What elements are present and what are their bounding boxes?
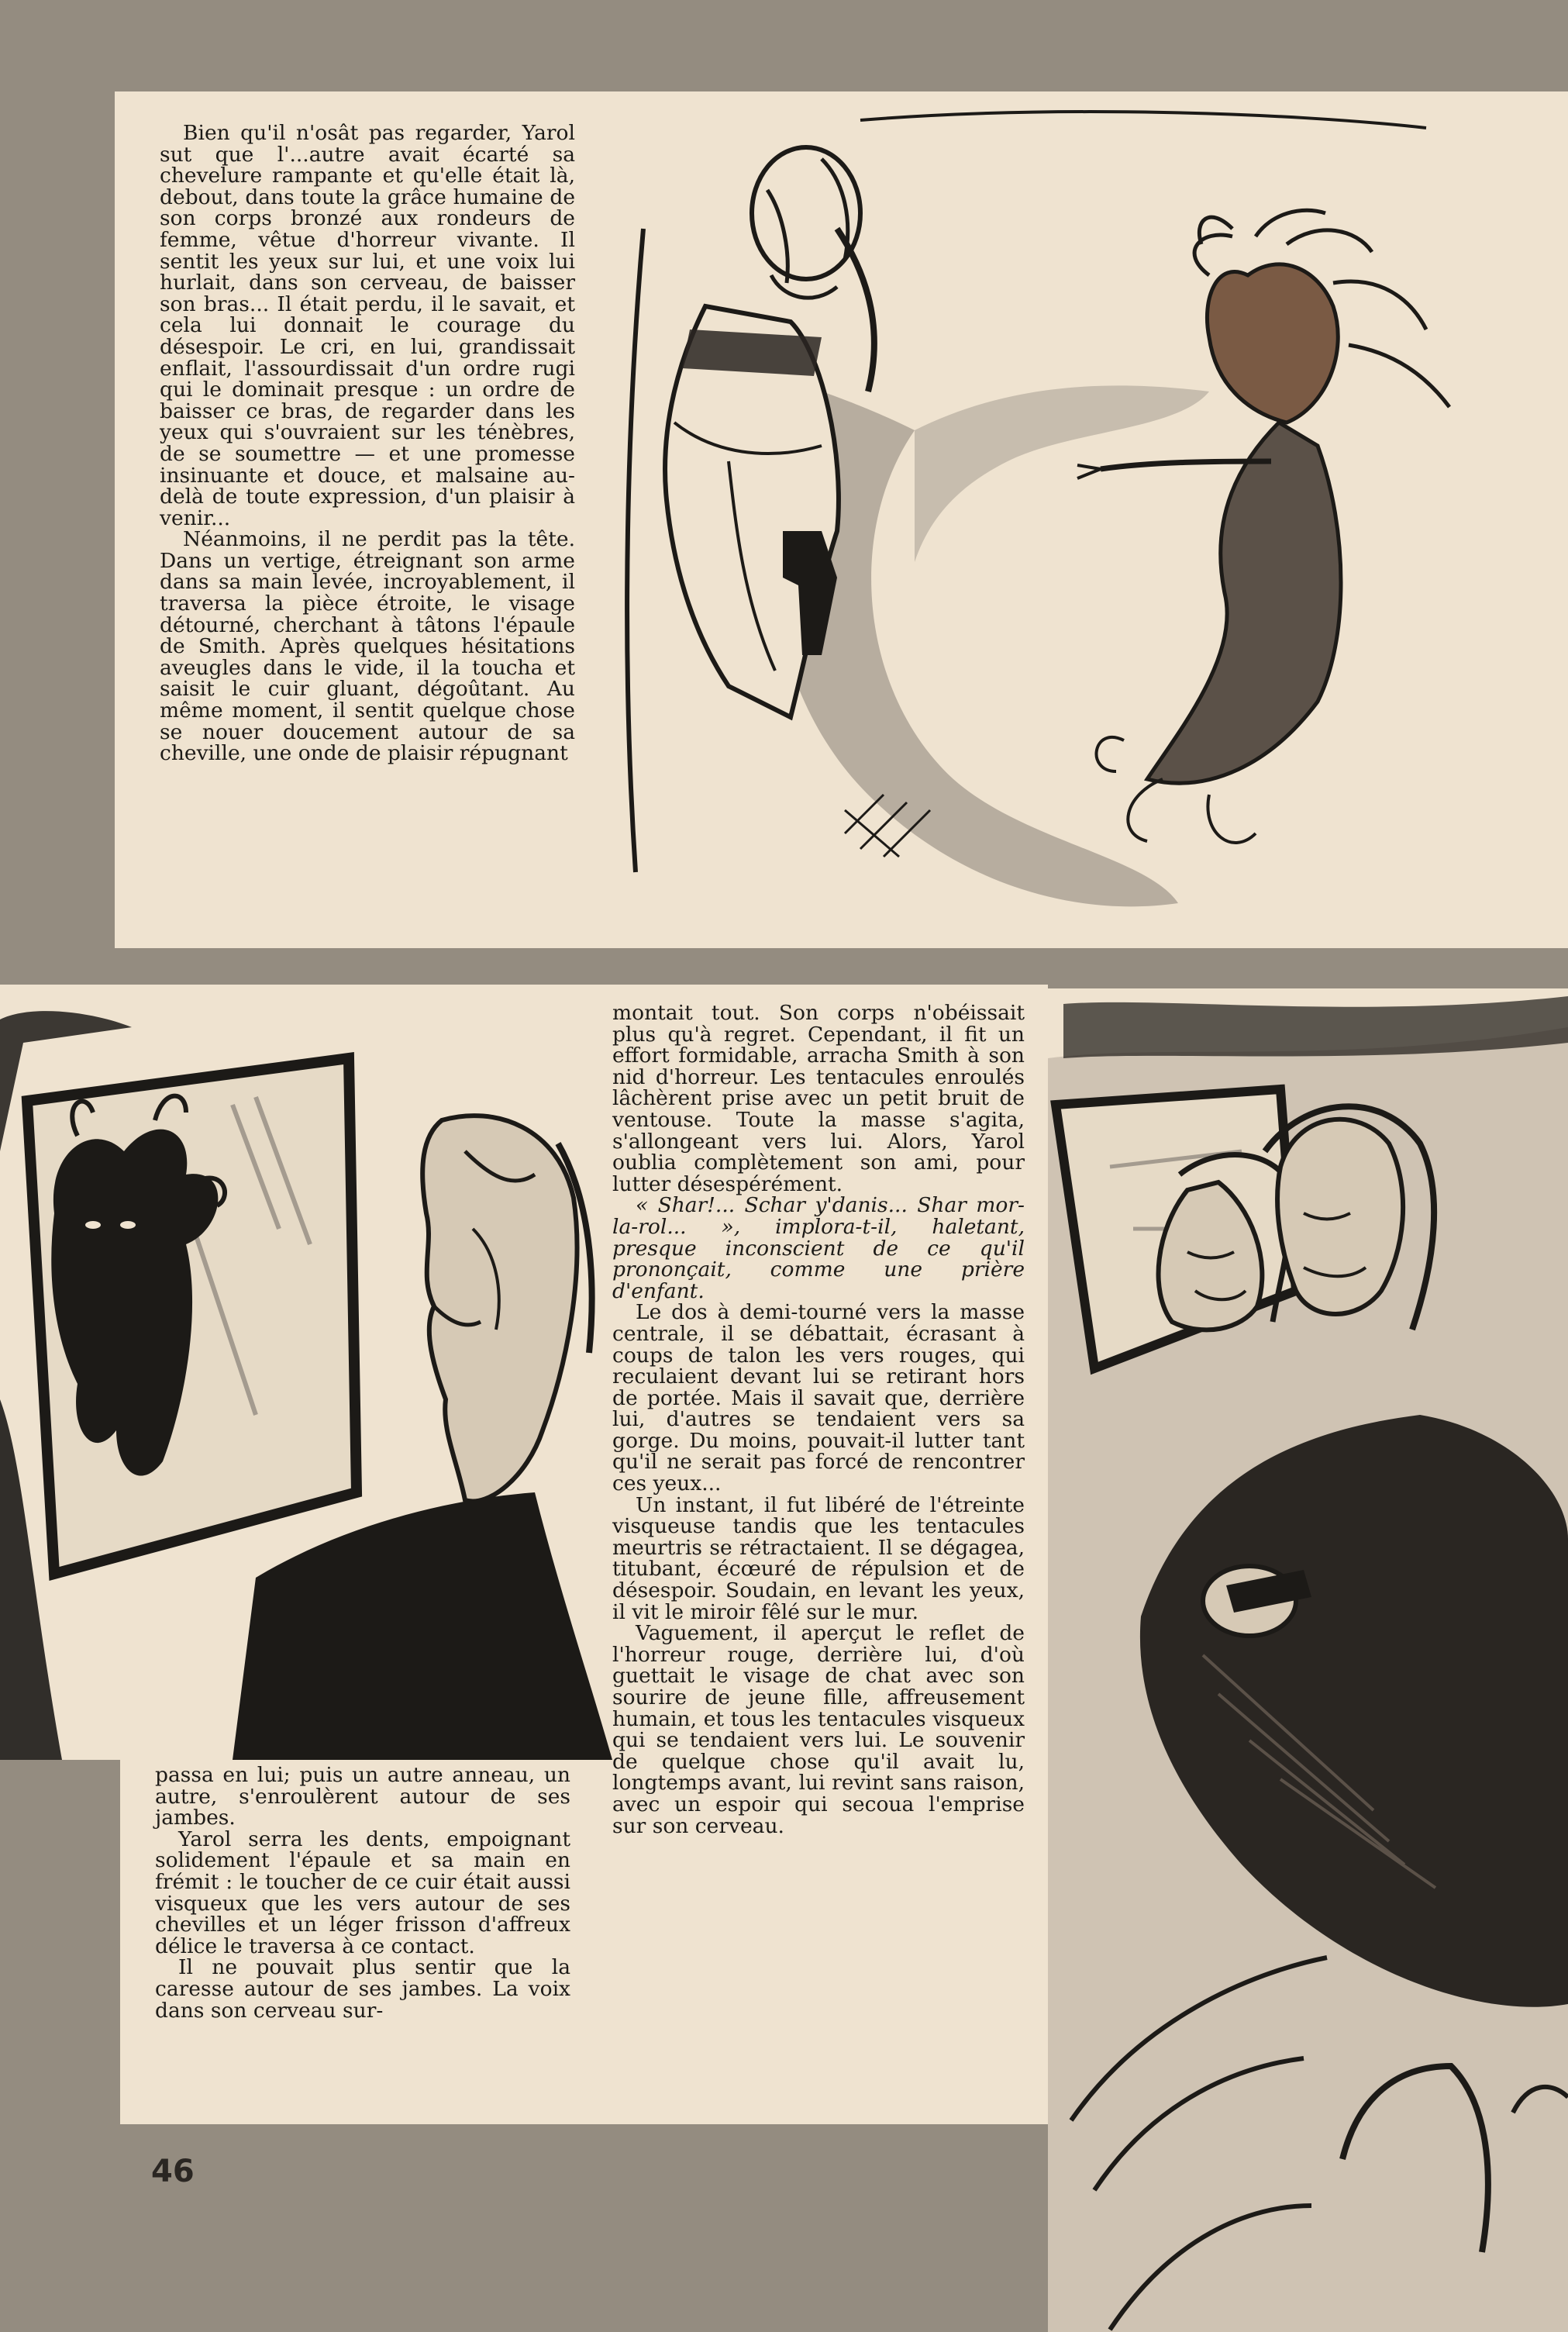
illustration-mirror-and-profile <box>0 996 612 1760</box>
illustration-man-and-medusa <box>589 97 1568 946</box>
page-number: 46 <box>151 2154 195 2189</box>
text-column-2 <box>155 1765 570 2021</box>
illustration-two-men-and-gun <box>1048 996 1568 2332</box>
paragraph: passa en lui; puis un autre anneau, un autre, s'enroulèrent autour de ses jambes. <box>155 1763 570 1830</box>
paragraph: Néanmoins, il ne perdit pas la tête. Dans un vertige, étreignant son arme dans sa main levée, incroyablement, il traversa la pièce étroite, le visage détourné, cherchant à tâtons l'épaule de Smith. Après quelques hésitations aveugles dans le vide, il la toucha et saisit le cuir gluant, dégoûtant. Au même moment, il sentit quelque chose se nouer doucement autour de sa cheville, une onde de plaisir répugnant <box>160 527 575 766</box>
paragraph: Vaguement, il aperçut le reflet de l'horreur rouge, derrière lui, d'où guettait le visage de chat avec son sourire de jeune fille, affreusement humain, et tous les tentacules visqueux qui se tendaient vers lui. Le souvenir de quelque chose qu'il avait lu, longtemps avant, lui revint sans raison, avec un espoir qui secoua l'emprise sur son cerveau. <box>612 1621 1025 1838</box>
paragraph: Bien qu'il n'osât pas regarder, Yarol sut que l'...autre avait écarté sa chevelure rampante et qu'elle était là, debout, dans toute la grâce humaine de son corps bronzé aux rondeurs de femme, vêtue d'horreur vivante. Il sentit les yeux sur lui, et une voix lui hurlait, dans son cerveau, de baisser son bras... Il était perdu, il le savait, et cela lui donnait le courage du désespoir. Le cri, en lui, grandissait enflait, l'assourdissait d'un ordre rugi qui le dominait presque : un ordre de baisser ce bras, de regarder dans les yeux qui s'ouvraient sur les ténèbres, de se soumettre — et une promesse insinuante et douce, et malsaine au-delà de toute expression, d'un plaisir à venir... <box>160 121 575 530</box>
paragraph: « Shar!... Schar y'danis... Shar mor-la-rol... », implora-t-il, haletant, presque inconscient de ce qu'il prononçait, comme une prière d'enfant. <box>612 1193 1025 1303</box>
paragraph: Il ne pouvait plus sentir que la caresse autour de ses jambes. La voix dans son cerveau sur- <box>155 1955 570 2023</box>
paragraph: Le dos à demi-tourné vers la masse centrale, il se débattait, écrasant à coups de talon les vers rouges, qui reculaient devant lui se retirant hors de portée. Mais il savait que, derrière lui, d'autres se tendaient vers sa gorge. Du moins, pouvait-il lutter tant qu'il ne serait pas forcé de rencontrer ces yeux... <box>612 1300 1025 1496</box>
text-column-1 <box>160 122 575 764</box>
paragraph: montait tout. Son corps n'obéissait plus qu'à regret. Cependant, il fit un effort formidable, arracha Smith à son nid d'horreur. Les tentacules enroulés lâchèrent prise avec un petit bruit de ventouse. Toute la masse s'agita, s'allongeant vers lui. Alors, Yarol oublia complètement son ami, pour lutter désespérément. <box>612 1001 1025 1196</box>
paragraph: Un instant, il fut libéré de l'étreinte visqueuse tandis que les tentacules meurtris se rétractaient. Il se dégagea, titubant, écœuré de répulsion et de désespoir. Soudain, en levant les yeux, il vit le miroir fêlé sur le mur. <box>612 1492 1025 1624</box>
paragraph: Yarol serra les dents, empoignant solidement l'épaule et sa main en frémit : le toucher de ce cuir était aussi visqueux que les vers autour de ses chevilles et un léger frisson d'affreux délice le traversa à ce contact. <box>155 1827 570 1958</box>
text-column-3 <box>612 1002 1025 1837</box>
